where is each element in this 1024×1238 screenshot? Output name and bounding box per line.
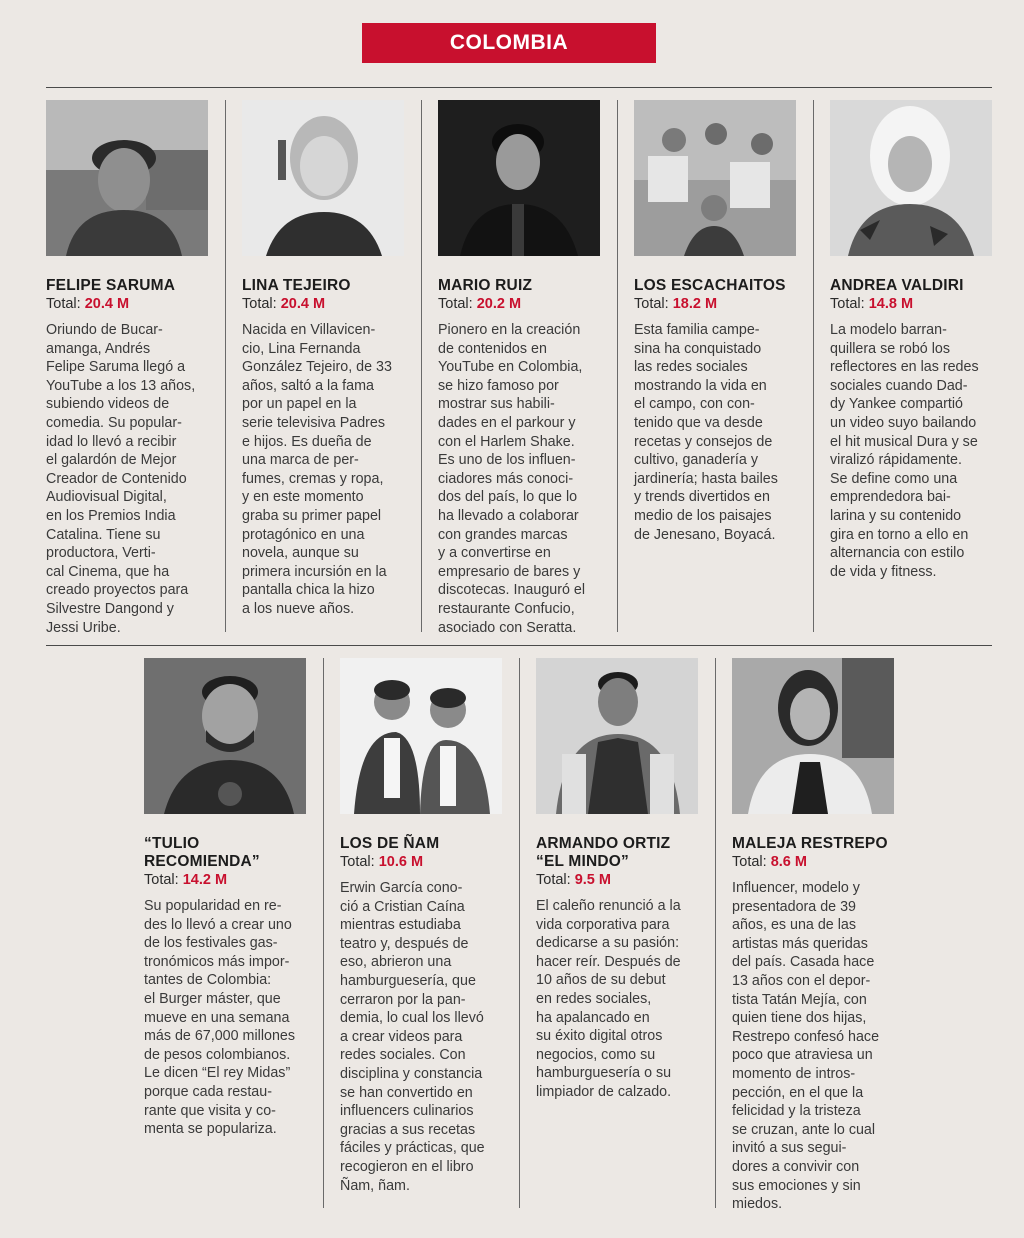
total-value: 8.6 M [770, 854, 807, 870]
column-divider [715, 658, 716, 1208]
influencer-card [732, 658, 896, 1214]
total-label: Total: [46, 296, 81, 312]
influencer-card [46, 100, 210, 637]
column-divider [225, 100, 226, 632]
influencer-name: LOS ESCACHAITOS [634, 277, 786, 294]
column-divider [519, 658, 520, 1208]
influencer-total [340, 853, 504, 872]
influencer-name: MARIO RUIZ [438, 277, 533, 294]
influencer-photo [144, 658, 306, 814]
influencer-total [242, 295, 406, 314]
influencer-name: “TULIO RECOMIENDA” [144, 835, 260, 870]
total-label: Total: [144, 872, 179, 888]
influencer-bio: Influencer, modelo y presentadora de 39 años, es una de las artistas más queridas del país. Casada hace 13 años con el depor- tista Tatán Mejía, con quien tiene dos hijas, Restrepo confesó hace poco que atraviesa un momento de intros- pección, en el que la felicidad y la tristeza se cruzan, ante lo cual invitó a sus segui- dores a convivir con sus emociones y sin miedos. [732, 880, 880, 1213]
section-title-banner [362, 23, 656, 63]
influencer-bio: El caleño renunció a la vida corporativa para dedicarse a su pasión: hacer reír. Después de 10 años de su debut en redes sociales, ha apalancado en su éxito digital otros negocios, como su hamburguesería o su limpiador de calzado. [536, 898, 681, 1100]
influencer-total [634, 295, 798, 314]
influencer-bio: Oriundo de Bucar- amanga, Andrés Felipe Saruma llegó a YouTube a los 13 años, subiendo videos de comedia. Su popular- idad lo llevó a recibir el galardón de Mejor Creador de Contenido Audiovisual Digital, en los Premios India Catalina. Tiene su productora, Verti- cal Cinema, que ha creado proyectos para Silvestre Dangond y Jessi Uribe. [46, 322, 196, 636]
top-divider [46, 87, 992, 88]
total-value: 14.8 M [868, 296, 914, 312]
column-divider [323, 658, 324, 1208]
influencer-name: ANDREA VALDIRI [830, 277, 964, 294]
total-label: Total: [536, 872, 571, 888]
influencer-name: LOS DE ÑAM [340, 835, 440, 852]
influencer-photo [438, 100, 600, 256]
influencer-photo [340, 658, 502, 814]
influencer-total [438, 295, 602, 314]
influencer-bio: La modelo barran- quillera se robó los reflectores en las redes sociales cuando Dad- dy Yankee compartió un video suyo bailando el hit musical Dura y se viralizó rápidamente. Se define como una emprendedora bai- larina y su contenido gira en torno a ello en alternancia con estilo de vida y fitness. [830, 322, 979, 580]
total-value: 20.2 M [476, 296, 522, 312]
total-value: 20.4 M [84, 296, 130, 312]
total-label: Total: [340, 854, 375, 870]
influencer-name: ARMANDO ORTIZ “EL MINDO” [536, 835, 671, 870]
influencer-card [340, 658, 504, 1195]
influencer-photo [634, 100, 796, 256]
influencer-card [634, 100, 798, 544]
influencer-total [144, 871, 308, 890]
influencer-bio: Erwin García cono- ció a Cristian Caína mientras estudiaba teatro y, después de eso, abrieron una hamburguesería, que cerraron por la pan- demia, lo cual los llevó a crear videos para redes sociales. Con disciplina y constancia se han convertido en influencers culinarios gracias a sus recetas fáciles y prácticas, que recogieron en el libro Ñam, ñam. [340, 880, 485, 1194]
total-value: 14.2 M [182, 872, 228, 888]
influencer-bio: Esta familia campe- sina ha conquistado las redes sociales mostrando la vida en el campo, con con- tenido que va desde recetas y consejos de cultivo, ganadería y jardinería; hasta bailes y trends divertidos en medio de los paisajes de Jenesano, Boyacá. [634, 322, 778, 543]
influencer-total [536, 871, 700, 890]
influencer-bio: Pionero en la creación de contenidos en YouTube en Colombia, se hizo famoso por mostrar sus habili- dades en el parkour y con el Harlem Shake. Es uno de los influen- ciadores más conoci- dos del país, lo que lo ha llevado a colaborar con grandes marcas y a convertirse en empresario de bares y discotecas. Inauguró el restaurante Confucio, asociado con Seratta. [438, 322, 586, 636]
column-divider [617, 100, 618, 632]
column-divider [421, 100, 422, 632]
influencer-photo [242, 100, 404, 256]
total-label: Total: [732, 854, 767, 870]
total-value: 20.4 M [280, 296, 326, 312]
influencer-name: LINA TEJEIRO [242, 277, 351, 294]
total-label: Total: [634, 296, 669, 312]
influencer-photo [830, 100, 992, 256]
influencer-name: FELIPE SARUMA [46, 277, 176, 294]
influencer-photo [536, 658, 698, 814]
influencer-total [46, 295, 210, 314]
influencer-total [830, 295, 994, 314]
total-value: 10.6 M [378, 854, 424, 870]
column-divider [813, 100, 814, 632]
total-label: Total: [242, 296, 277, 312]
middle-divider [46, 645, 992, 646]
influencer-card [144, 658, 308, 1139]
total-label: Total: [830, 296, 865, 312]
total-value: 18.2 M [672, 296, 718, 312]
total-label: Total: [438, 296, 473, 312]
total-value: 9.5 M [574, 872, 611, 888]
influencer-card [536, 658, 700, 1102]
influencer-bio: Su popularidad en re- des lo llevó a crear uno de los festivales gas- tronómicos más impor- tantes de Colombia: el Burger máster, que mueve en una semana más de 67,000 millones de pesos colombianos. Le dicen “El rey Midas” porque cada restau- rante que visita y co- menta se populariza. [144, 898, 295, 1138]
influencer-card [830, 100, 994, 581]
influencer-name: MALEJA RESTREPO [732, 835, 888, 852]
influencer-total [732, 853, 896, 872]
influencer-photo [46, 100, 208, 256]
influencer-card [242, 100, 406, 619]
influencer-card [438, 100, 602, 637]
section-title: COLOMBIA [449, 31, 569, 54]
influencer-photo [732, 658, 894, 814]
influencer-bio: Nacida en Villavicen- cio, Lina Fernanda González Tejeiro, de 33 años, saltó a la fama por un papel en la serie televisiva Padres e hijos. Es dueña de una marca de per- fumes, cremas y ropa, y en este momento graba su primer papel protagónico en una novela, aunque su primera incursión en la pantalla chica la hizo a los nueve años. [242, 322, 392, 617]
